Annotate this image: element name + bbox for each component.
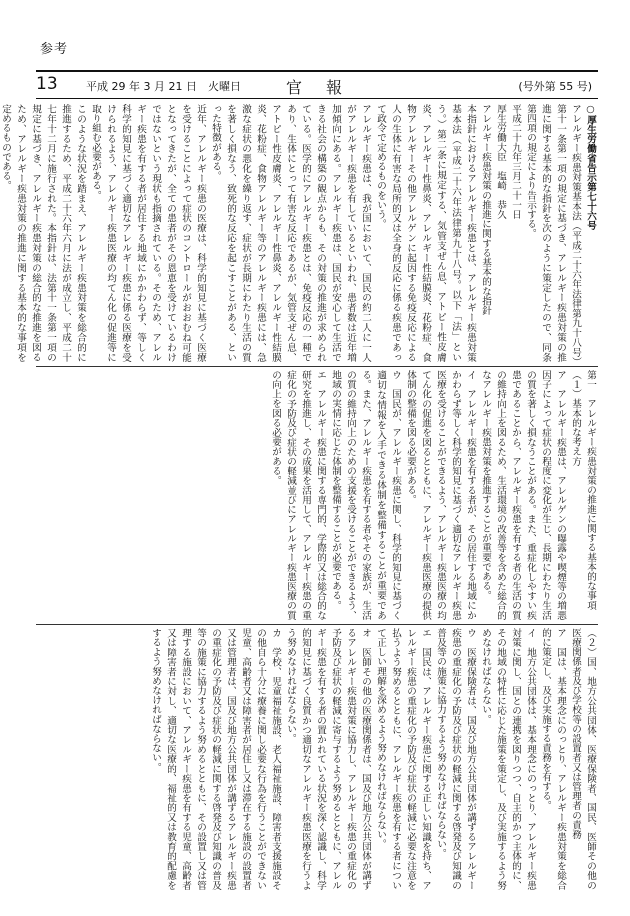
- list-item: ア 国は、基本理念にのっとり、アレルギー疾患対策を総合的に策定し、及び実施する責務を有する。: [540, 628, 566, 890]
- preamble-paragraph: このような状況を踏まえ、アレルギー疾患対策を総合的に推進するため、平成二十六年六月に法が成立し、平成二十七年十二月に施行された。本指針は、法第十一条第一項の規定に基づき、アレルギー疾患対策の総合的な推進を図るため、アレルギー疾患対策の推進に関する基本的な事項を定めるものである。: [0, 104, 86, 362]
- document-title: アレルギー疾患対策の推進に関する基本的な指針: [480, 104, 491, 316]
- notice-signature: 厚生労働大臣 塩崎 恭久: [495, 104, 506, 220]
- tier-divider: [36, 366, 598, 367]
- gazette-title: 官 報: [286, 78, 347, 97]
- list-item: ウ 国民が、アレルギー疾患に関し、科学的知見に基づく適切な情報を入手できる体制を整備することが重要である。また、アレルギー疾患を有する者やその家族が、生活の質の維持向上のための支援を受けることができるよう、地域の実情に応じた体制を整備することが必要である。: [330, 370, 401, 620]
- text-tier-middle: [36, 370, 598, 620]
- reference-mark: 参考: [40, 42, 69, 57]
- list-item: ア アレルギー疾患は、アレルゲンの曝露や喫煙等の増悪因子によって症状の程度に変化が生じ、長期にわたり生活の質を著しく損なうことがある。また、重症化しやすい疾患であることから、アレルギー疾患を有する者の生活の質の維持向上を図るため、生活環境の改善等を含めた総合的なアレルギー疾患対策を推進することが重要である。: [480, 370, 566, 620]
- subsection-title: （２）国、地方公共団体、医療保険者、国民、医師その他の医療関係者及び学校等の設置者又は管理者の責務: [570, 628, 596, 890]
- list-item: エ 国民は、アレルギー疾患に関する正しい知識を持ち、アレルギー疾患の重症化の予防及び症状の軽減に必要な注意を払うよう努めるとともに、アレルギー疾患を有する者について正しい理解を深めるよう努めなければならない。: [375, 628, 431, 890]
- notice-date: 平成二十九年三月二十一日: [510, 104, 521, 220]
- list-item: ウ 医療保険者は、国及び地方公共団体が講ずるアレルギー疾患の重症化の予防及び症状の軽減に関する啓発及び知識の普及等の施策に協力するよう努めなければならない。: [435, 628, 476, 890]
- list-item: エ アレルギー疾患に関する専門的、学際的又は総合的な研究を推進し、その成果を活用して、アレルギー疾患の重症化の予防及び症状の軽減並びにアレルギー疾患医療の質の向上を図る必要がある。: [270, 370, 326, 620]
- preamble-paragraph: アレルギー疾患は、我が国において、国民の約二人に一人がアレルギー疾患を有しているといわれ、患者数は近年増加傾向にある。アレルギー疾患は、国民が安心して生活できる社会の構築の観点からも、その対策の推進が求められている。医学的にアレルギー疾患とは、免疫反応の一種であり、生体にとって有害な反応であるが、気管支ぜん息、アトピー性皮膚炎、アレルギー性鼻炎、アレルギー性結膜炎、花粉症、食物アレルギー等のアレルギー疾患には、急激な症状の悪化を繰り返す、症状が長期にわたり生活の質を著しく損なう、致死的な反応を起こすことがある、といった特徴がある。: [210, 104, 371, 362]
- text-tier-bottom: [36, 628, 598, 890]
- notice-heading: ○厚生労働省告示第七十六号: [585, 104, 596, 231]
- text-tier-top: [0, 104, 598, 362]
- preamble-paragraph: 本指針におけるアレルギー疾患とは、アレルギー疾患対策基本法（平成二十六年法律第九十八号。以下「法」という。）第二条に規定する、気管支ぜん息、アトピー性皮膚炎、アレルギー性鼻炎、アレルギー性結膜炎、花粉症、食物アレルギーその他アレルゲンに起因する免疫反応による人の生体に有害な局所的又は全身的反応に係る疾患であって政令で定めるものをいう。: [375, 104, 476, 362]
- list-item: オ 医師その他の医療関係者は、国及び地方公共団体が講ずるアレルギー疾患対策に協力し、アレルギー疾患の重症化の予防及び症状の軽減に寄与するよう努めるとともに、アレルギー疾患を有する者の置かれている状況を深く認識し、科学的知見に基づく良質かつ適切なアレルギー疾患医療を行うよう努めなければならない。: [285, 628, 371, 890]
- tier-divider: [36, 624, 598, 625]
- list-item: カ 学校、児童福祉施設、老人福祉施設、障害者支援施設その他自ら十分に療養に関し必要な行為を行うことができない児童、高齢者又は障害者が居住し又は滞在する施設の設置者又は管理者は、国及び地方公共団体が講ずるアレルギー疾患の重症化の予防及び症状の軽減に関する啓発及び知識の普及等の施策に協力するよう努めるとともに、その設置し又は管理する施設において、アレルギー疾患を有する児童、高齢者又は障害者に対し、適切な医療的、福祉的又は教育的配慮をするよう努めなければならない。: [150, 628, 281, 890]
- preamble-paragraph: 近年、アレルギー疾患の医療は、科学的知見に基づく医療を受けることによって症状のコントロールがおおむね可能となってきたが、全ての患者がその恩恵を受けているわけではないという現状も指摘されている。そのため、アレルギー疾患を有する者が居住する地域にかかわらず、等しく科学的知見に基づく適切なアレルギー疾患に係る医療を受けられるよう、アレルギー疾患医療の均てん化の促進等に取り組む必要がある。: [90, 104, 206, 362]
- issue-date: 平成 29 年 3 月 21 日 火曜日: [86, 80, 241, 93]
- section-title: 第一 アレルギー疾患対策の推進に関する基本的な事項: [585, 370, 596, 610]
- gazette-header: [36, 70, 598, 99]
- subsection-title: （１）基本的な考え方: [570, 370, 581, 466]
- issue-number: (号外第 55 号): [518, 80, 592, 93]
- page-number: 13: [36, 74, 58, 94]
- notice-intro: アレルギー疾患対策基本法（平成二十六年法律第九十八号）第十一条第一項の規定に基づき、アレルギー疾患対策の推進に関する基本的な指針を次のように策定したので、同条第四項の規定により告示する。: [525, 104, 581, 362]
- list-item: イ アレルギー疾患を有する者が、その居住する地域にかかわらず等しく科学的知見に基づく適切なアレルギー疾患医療を受けることができるよう、アレルギー疾患医療の均てん化の促進を図るとともに、アレルギー疾患医療の提供体制の整備を図る必要がある。: [405, 370, 476, 620]
- list-item: イ 地方公共団体は、基本理念にのっとり、アレルギー疾患対策に関し、国との連携を図りつつ、自主的かつ主体的に、その地域の特性に応じた施策を策定し、及び実施するよう努めなければならない。: [480, 628, 536, 890]
